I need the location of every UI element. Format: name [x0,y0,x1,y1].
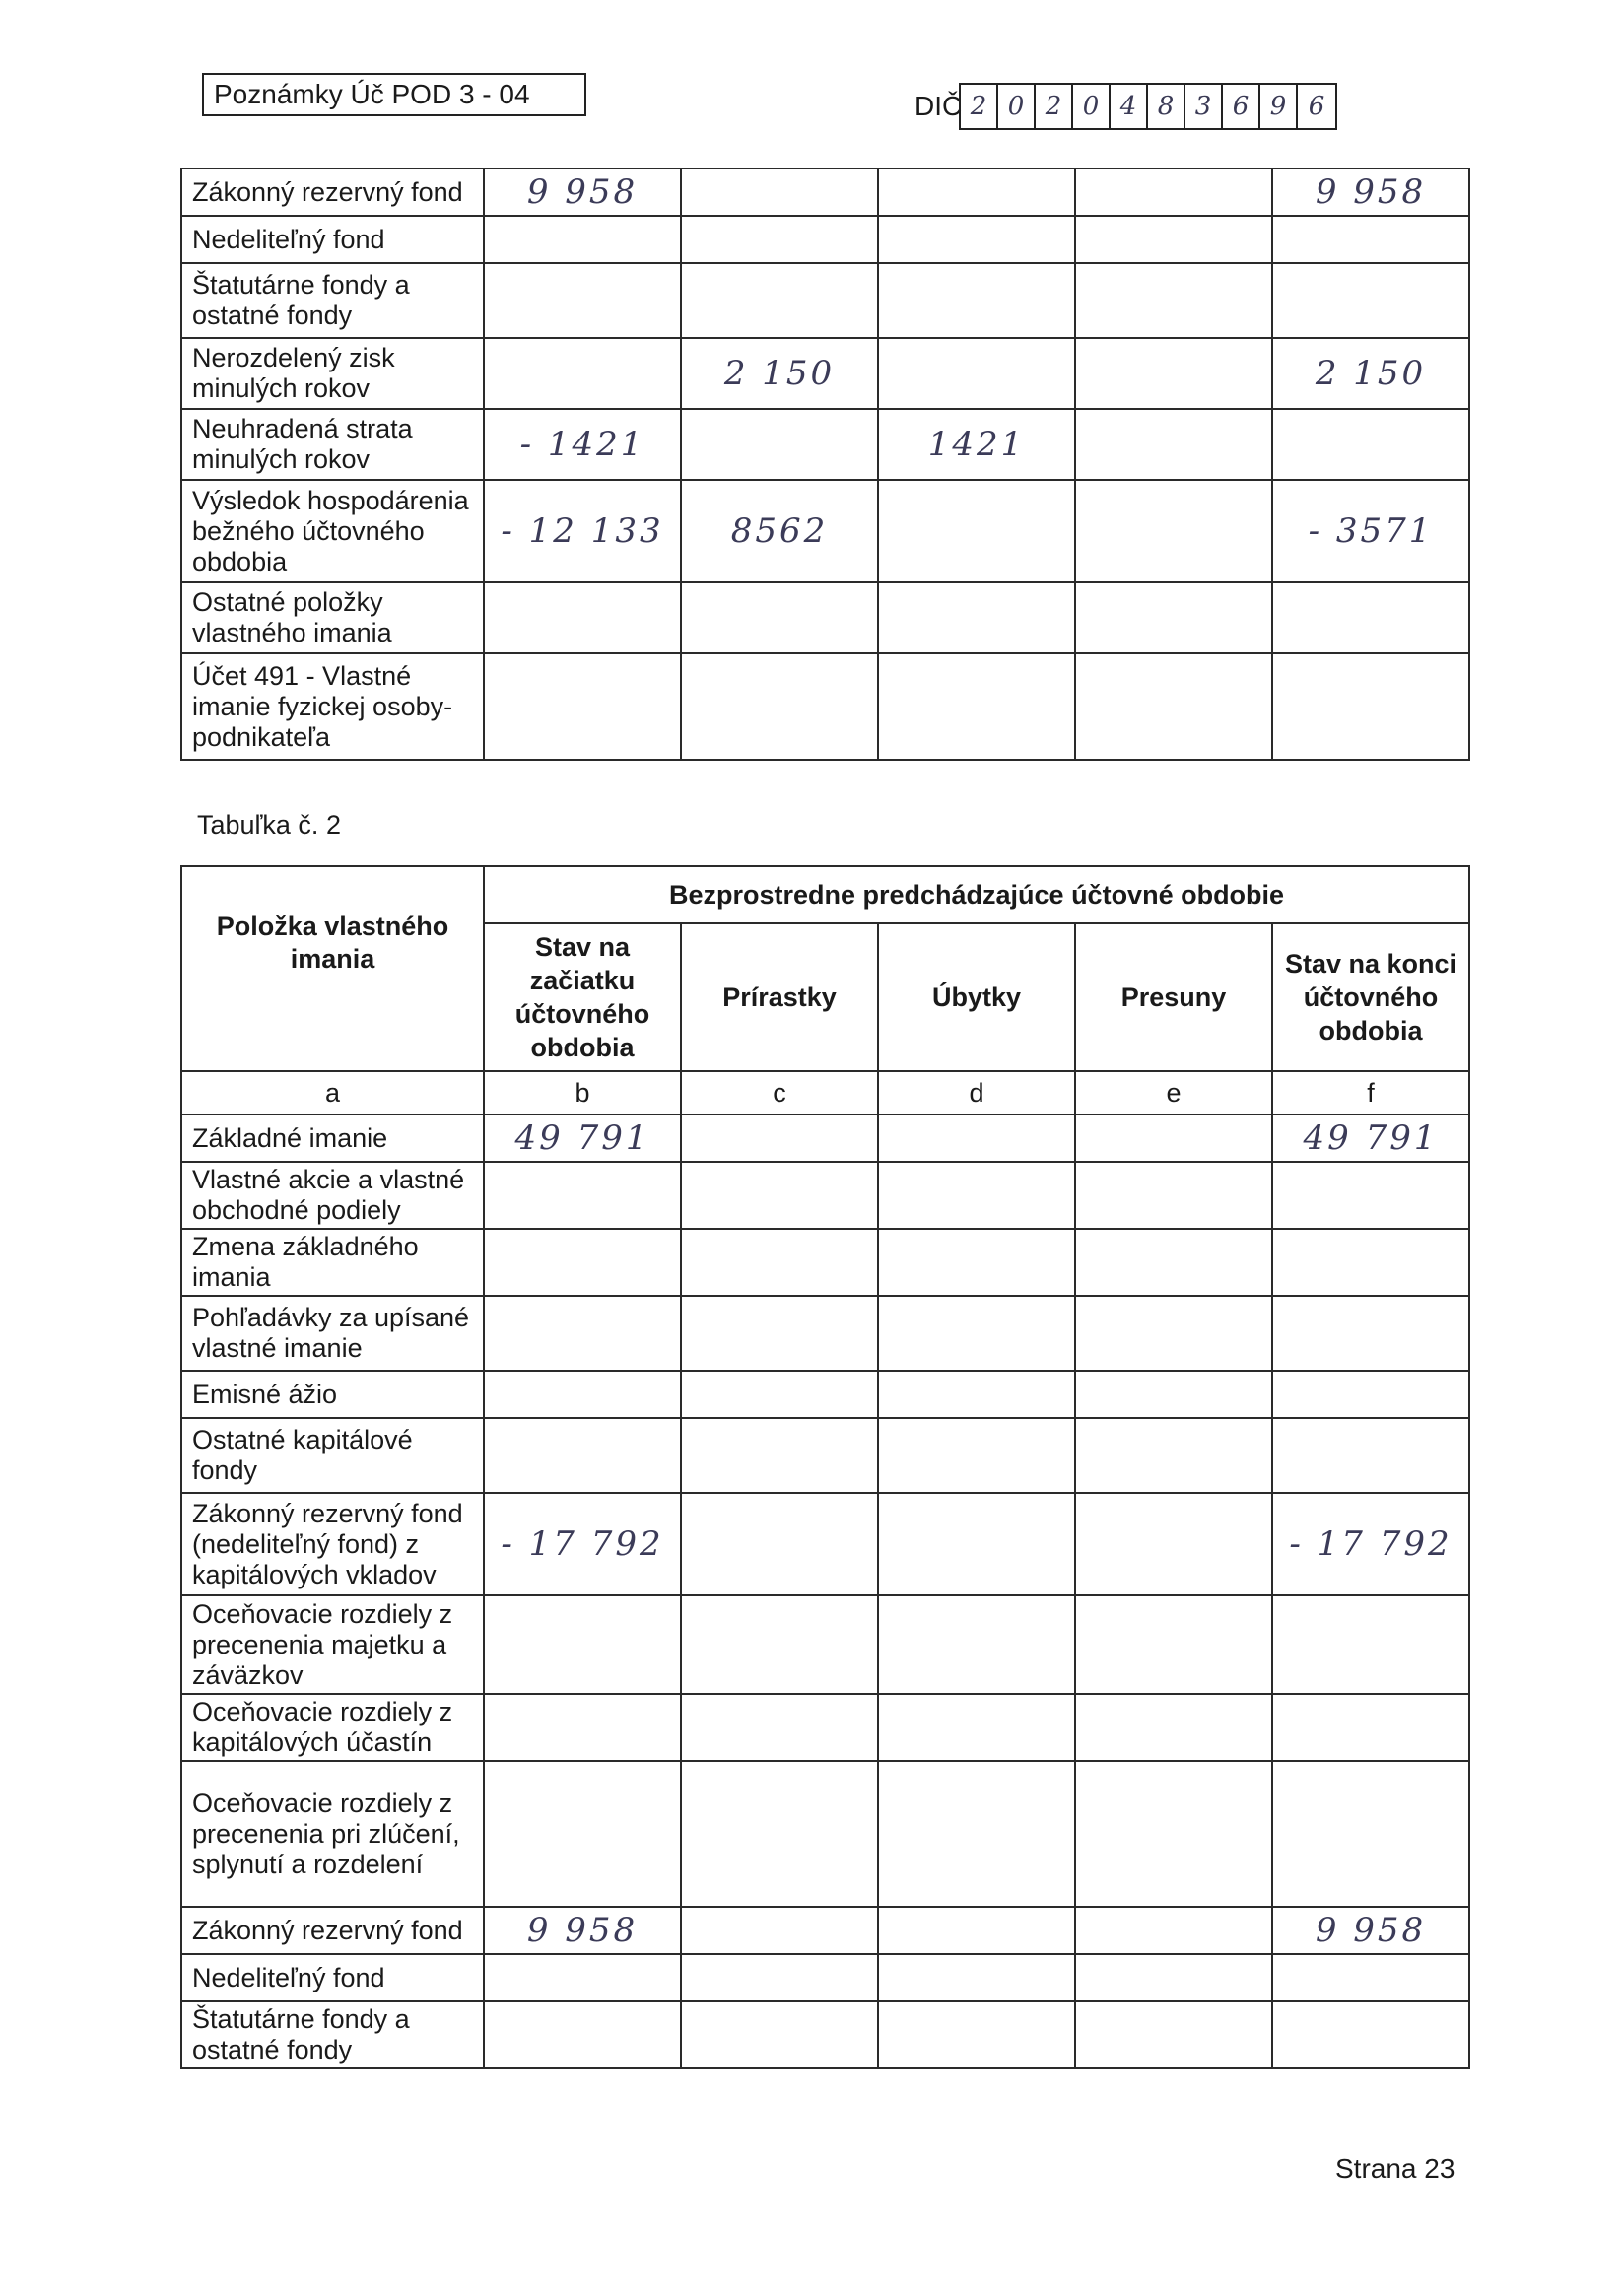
value-cell-c [681,1954,878,2001]
value-cell-e [1075,1907,1272,1954]
row-label: Ostatné položky vlastného imania [181,582,484,653]
value-cell-c [681,1371,878,1418]
value-cell-e [1075,1694,1272,1761]
value-cell-b: 9 958 [484,1907,681,1954]
row-label: Pohľadávky za upísané vlastné imanie [181,1296,484,1371]
row-label: Neuhradená strata minulých rokov [181,409,484,480]
value-cell-e [1075,1114,1272,1162]
value-cell-c [681,1418,878,1493]
table-row [181,1418,1469,1493]
value-cell-c [681,263,878,338]
dic-field [959,83,1337,130]
value-cell-f [1272,263,1469,338]
value-cell-b: - 12 133 [484,480,681,582]
table-row [181,582,1469,653]
value-cell-f [1272,409,1469,480]
value-cell-e [1075,1371,1272,1418]
table-row [181,1229,1469,1296]
form-label: Poznámky Úč POD 3 - 04 [202,73,586,116]
dic-digit: 3 [1185,85,1223,128]
value-cell-b [484,1954,681,2001]
value-cell-d [878,582,1075,653]
dic-digit: 2 [1036,85,1073,128]
period-header: Bezprostredne predchádzajúce účtovné obdobie [484,866,1469,923]
column-letter: d [878,1071,1075,1114]
dic-digit: 4 [1111,85,1148,128]
dic-digit: 8 [1148,85,1185,128]
table-row [181,263,1469,338]
value-cell-e [1075,1595,1272,1694]
value-cell-c [681,2001,878,2068]
table-row [181,653,1469,760]
value-cell-e [1075,169,1272,216]
row-label: Oceňovacie rozdiely z precenenia pri zlúčení, splynutí a rozdelení [181,1761,484,1907]
table-row [181,1761,1469,1907]
value-cell-e [1075,409,1272,480]
value-cell-c [681,1162,878,1229]
value-cell-d [878,653,1075,760]
row-label: Oceňovacie rozdiely z kapitálových účastín [181,1694,484,1761]
row-label: Štatutárne fondy a ostatné fondy [181,2001,484,2068]
value-cell-e [1075,2001,1272,2068]
value-cell-d [878,1493,1075,1595]
value-cell-f [1272,1371,1469,1418]
column-header-d: Úbytky [878,923,1075,1071]
value-cell-e [1075,1162,1272,1229]
dic-digit: 6 [1308,92,1325,121]
value-cell-d [878,216,1075,263]
value-cell-b: 9 958 [484,169,681,216]
value-cell-d [878,1907,1075,1954]
dic-digit: 9 [1260,85,1298,128]
value-cell-d [878,1418,1075,1493]
table-row [181,409,1469,480]
value-cell-f: 9 958 [1272,1907,1469,1954]
value-cell-f [1272,1162,1469,1229]
row-label: Nedeliteľný fond [181,216,484,263]
value-cell-e [1075,1296,1272,1371]
value-cell-d [878,338,1075,409]
value-cell-c [681,1761,878,1907]
row-label: Účet 491 - Vlastné imanie fyzickej osoby-podnikateľa [181,653,484,760]
value-cell-e [1075,1493,1272,1595]
value-cell-d [878,263,1075,338]
row-label: Zákonný rezervný fond [181,169,484,216]
value-cell-f: 49 791 [1272,1114,1469,1162]
row-label: Oceňovacie rozdiely z precenenia majetku a záväzkov [181,1595,484,1694]
table-row [181,216,1469,263]
table-row [181,1907,1469,1954]
value-cell-d [878,480,1075,582]
table-row [181,1162,1469,1229]
row-label: Ostatné kapitálové fondy [181,1418,484,1493]
value-cell-c [681,169,878,216]
dic-digit: 2 [961,85,998,128]
value-cell-e [1075,653,1272,760]
value-cell-b: - 1421 [484,409,681,480]
table-row [181,480,1469,582]
value-cell-d [878,1162,1075,1229]
value-cell-f [1272,1954,1469,2001]
value-cell-c [681,216,878,263]
value-cell-b [484,582,681,653]
value-cell-b [484,1162,681,1229]
dic-digit: 0 [1073,85,1111,128]
table-row [181,2001,1469,2068]
value-cell-b [484,1229,681,1296]
table-title: Tabuľka č. 2 [197,810,341,840]
dic-digit: 6 [1223,85,1260,128]
value-cell-d [878,1595,1075,1694]
value-cell-f [1272,582,1469,653]
column-letter: f [1272,1071,1469,1114]
value-cell-e [1075,1418,1272,1493]
value-cell-c [681,1229,878,1296]
table-row [181,1114,1469,1162]
row-label: Zákonný rezervný fond [181,1907,484,1954]
value-cell-c [681,1493,878,1595]
value-cell-f [1272,1296,1469,1371]
value-cell-e [1075,263,1272,338]
dic-label: DIČ [914,91,963,121]
row-label: Štatutárne fondy a ostatné fondy [181,263,484,338]
table-row [181,169,1469,216]
value-cell-f [1272,653,1469,760]
equity-table-continued [180,168,1470,761]
value-cell-b [484,1694,681,1761]
table-row [181,1371,1469,1418]
value-cell-b [484,216,681,263]
row-label: Zmena základného imania [181,1229,484,1296]
value-cell-d [878,1761,1075,1907]
value-cell-d [878,1954,1075,2001]
column-header-b: Stav na začiatku účtovného obdobia [484,923,681,1071]
value-cell-b: - 17 792 [484,1493,681,1595]
value-cell-c [681,409,878,480]
value-cell-c [681,1595,878,1694]
value-cell-d [878,169,1075,216]
equity-table-2 [180,865,1470,2069]
value-cell-f [1272,1595,1469,1694]
value-cell-f [1272,1418,1469,1493]
value-cell-b [484,653,681,760]
value-cell-e [1075,480,1272,582]
value-cell-f [1272,1229,1469,1296]
value-cell-f: 9 958 [1272,169,1469,216]
value-cell-b [484,1761,681,1907]
value-cell-c [681,1694,878,1761]
table-row [181,1954,1469,2001]
value-cell-b: 49 791 [484,1114,681,1162]
value-cell-b [484,263,681,338]
value-cell-f [1272,1694,1469,1761]
row-label: Nerozdelený zisk minulých rokov [181,338,484,409]
row-label: Zákonný rezervný fond (nedeliteľný fond) z kapitálových vkladov [181,1493,484,1595]
table-row [181,1296,1469,1371]
value-cell-e [1075,1761,1272,1907]
value-cell-e [1075,338,1272,409]
value-cell-d [878,1694,1075,1761]
column-letter: c [681,1071,878,1114]
value-cell-d [878,1229,1075,1296]
value-cell-c [681,1114,878,1162]
value-cell-b [484,1595,681,1694]
row-label: Výsledok hospodárenia bežného účtovného obdobia [181,480,484,582]
value-cell-b [484,2001,681,2068]
value-cell-f: - 3571 [1272,480,1469,582]
row-label: Nedeliteľný fond [181,1954,484,2001]
page-number: Strana 23 [1335,2153,1455,2184]
value-cell-c [681,1907,878,1954]
value-cell-f [1272,216,1469,263]
value-cell-b [484,1371,681,1418]
table-row [181,1493,1469,1595]
table-row [181,1595,1469,1694]
value-cell-f [1272,1761,1469,1907]
value-cell-f: 2 150 [1272,338,1469,409]
value-cell-c [681,1296,878,1371]
value-cell-b [484,338,681,409]
value-cell-c: 8562 [681,480,878,582]
table-row [181,338,1469,409]
column-header-e: Presuny [1075,923,1272,1071]
column-letter: b [484,1071,681,1114]
value-cell-d [878,2001,1075,2068]
value-cell-e [1075,1954,1272,2001]
column-header-item-text: Položka vlastného imania [216,912,449,974]
column-letter: e [1075,1071,1272,1114]
value-cell-e [1075,1229,1272,1296]
value-cell-b [484,1418,681,1493]
column-header-c: Prírastky [681,923,878,1071]
value-cell-f [1272,2001,1469,2068]
table-row [181,1694,1469,1761]
value-cell-f: - 17 792 [1272,1493,1469,1595]
value-cell-c: 2 150 [681,338,878,409]
value-cell-d [878,1371,1075,1418]
row-label: Základné imanie [181,1114,484,1162]
column-header-f: Stav na konci účtovného obdobia [1272,923,1469,1071]
value-cell-e [1075,216,1272,263]
value-cell-b [484,1296,681,1371]
value-cell-e [1075,582,1272,653]
row-label: Emisné ážio [181,1371,484,1418]
row-label: Vlastné akcie a vlastné obchodné podiely [181,1162,484,1229]
column-letter: a [181,1071,484,1114]
dic-digit: 0 [998,85,1036,128]
value-cell-c [681,653,878,760]
value-cell-d: 1421 [878,409,1075,480]
column-header-item [181,866,484,1071]
value-cell-d [878,1114,1075,1162]
value-cell-d [878,1296,1075,1371]
value-cell-c [681,582,878,653]
